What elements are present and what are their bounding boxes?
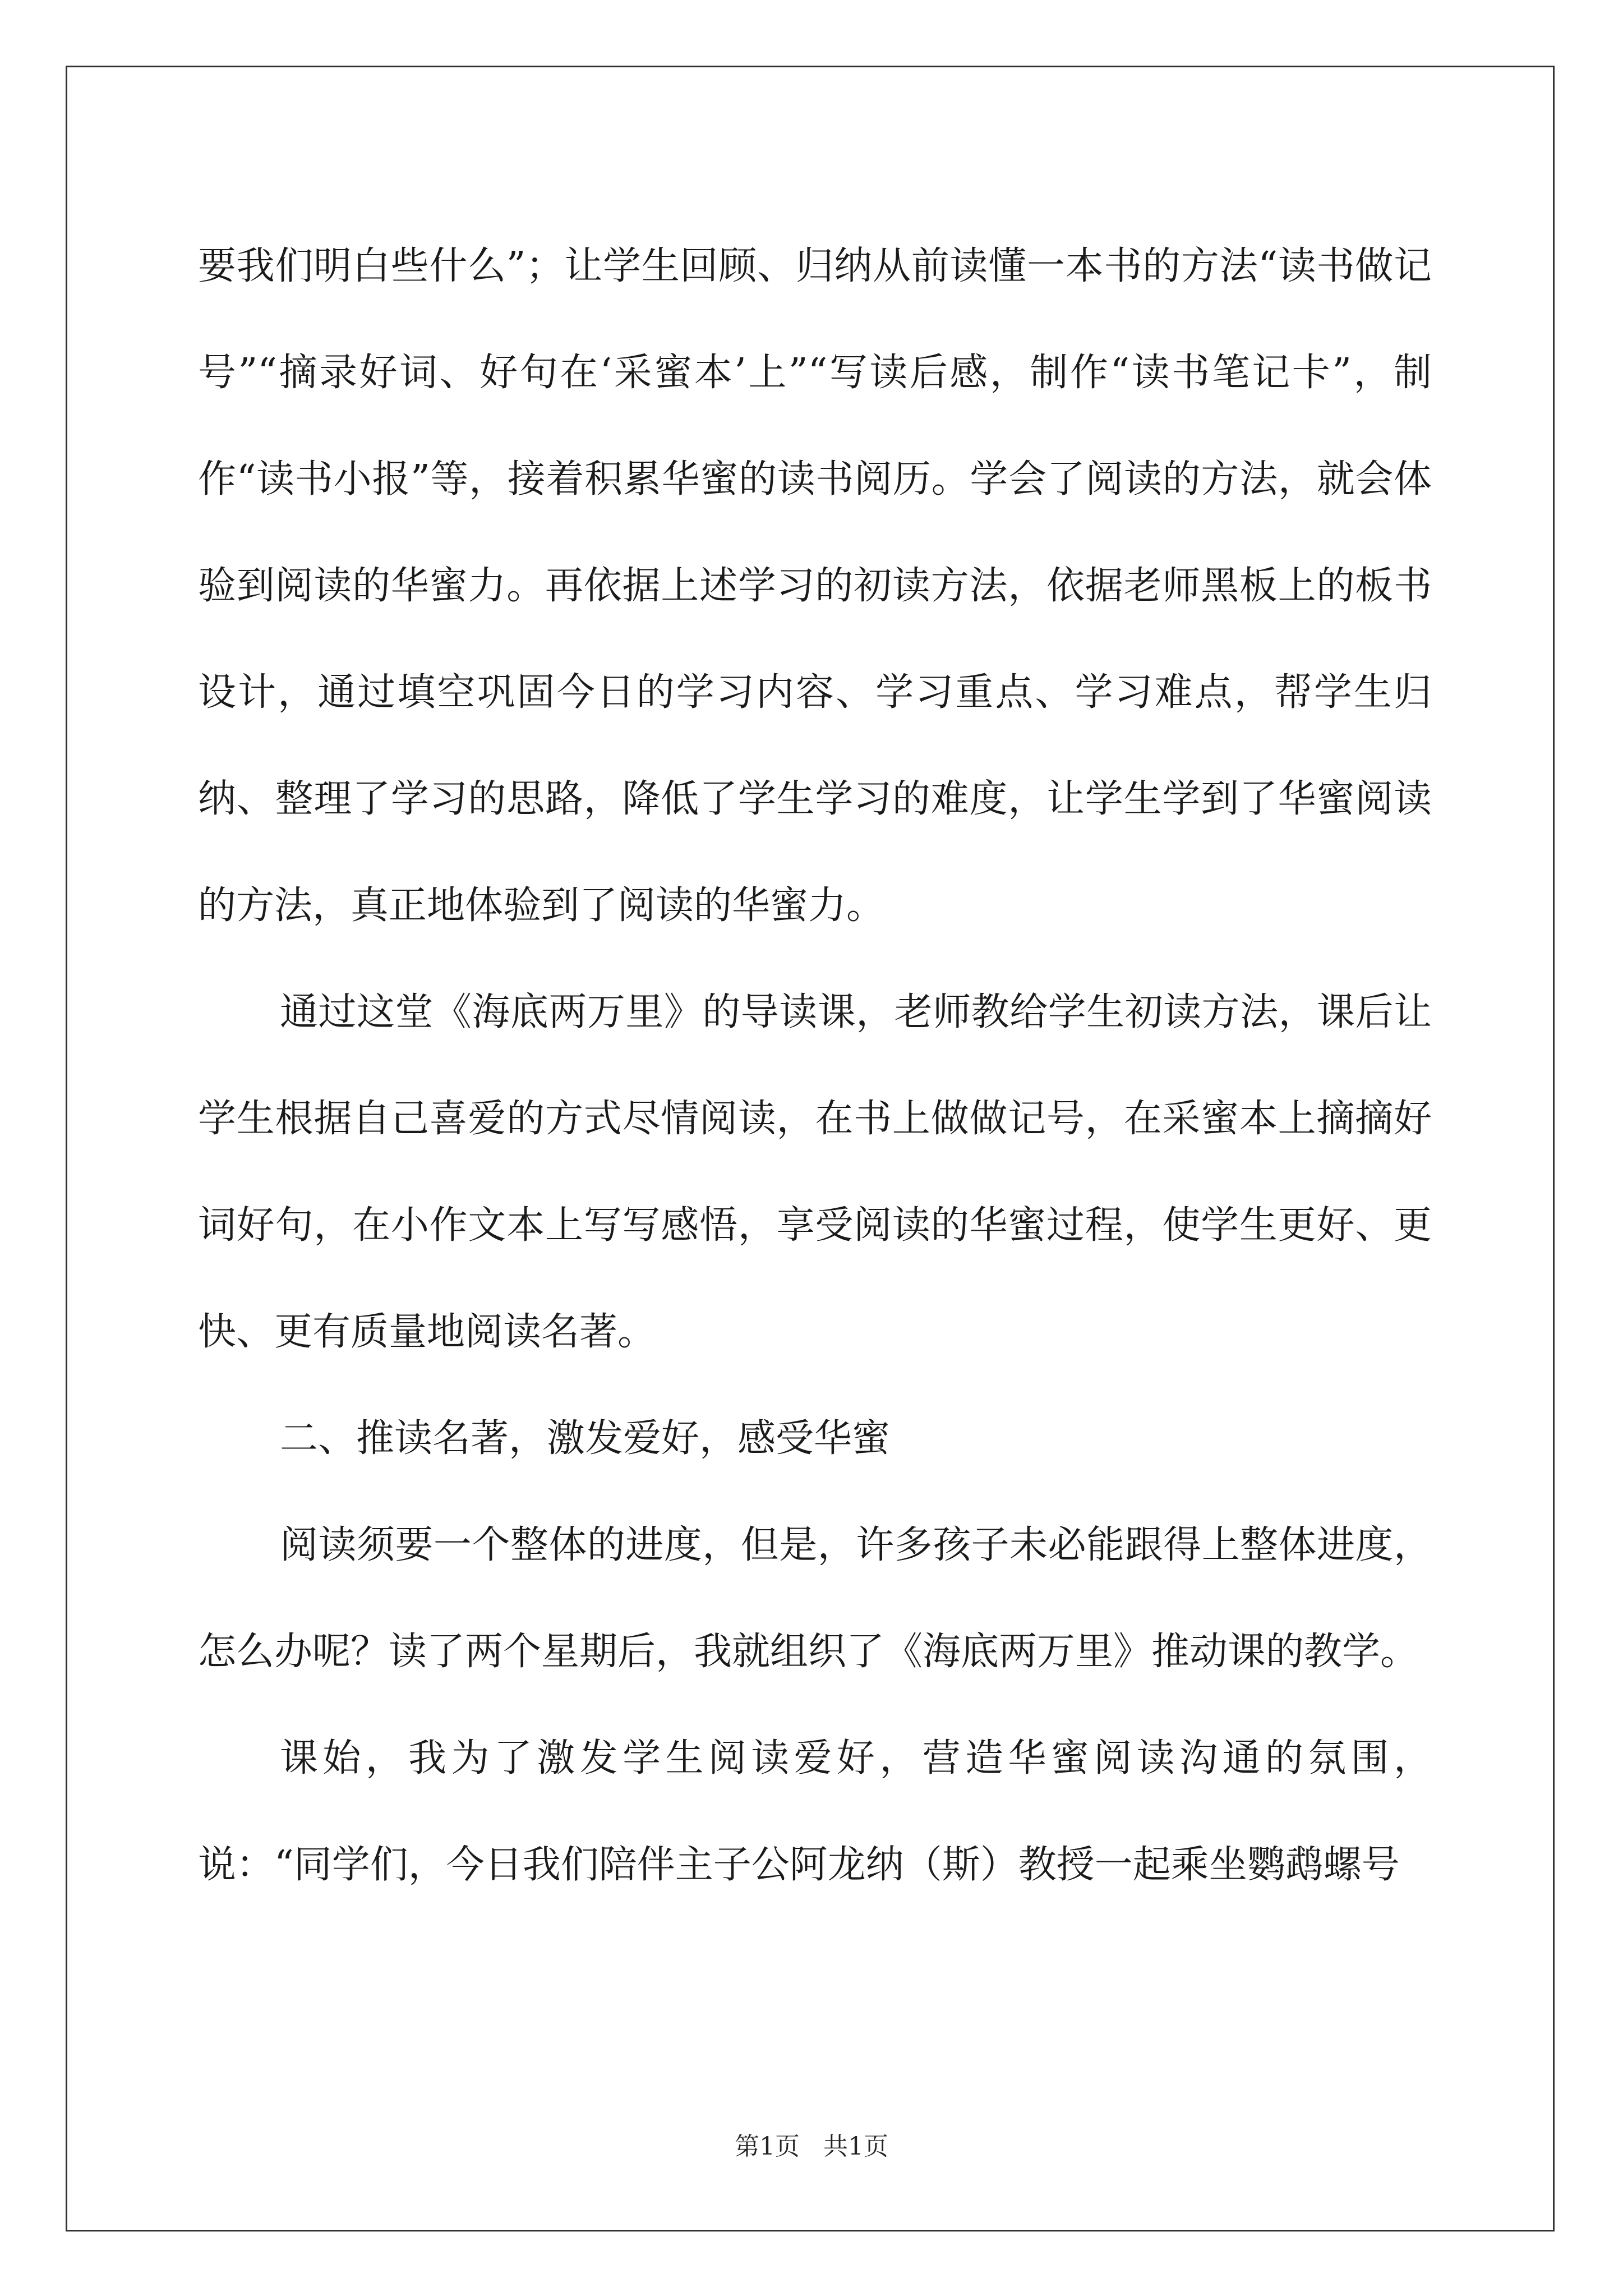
paragraph-2: 通过这堂《海底两万里》的导读课，老师教给学生初读方法，课后让学生根据自己喜爱的方式尽情阅读，在书上做做记号，在采蜜本上摘摘好词好句，在小作文本上写写感悟，享受阅读的华蜜过程，使学生更好、更快、更有质量地阅读名著。 xyxy=(198,990,1432,1354)
document-body xyxy=(198,213,1432,1918)
paragraph-1: 要我们明白些什么”；让学生回顾、归纳从前读懂一本书的方法“读书做记号”“摘录好词、好句在‘采蜜本’上”“写读后感，制作“读书笔记卡”，制作“读书小报”等，接着积累华蜜的读书阅历。学会了阅读的方法，就会体验到阅读的华蜜力。再依据上述学习的初读方法，依据老师黑板上的板书设计，通过填空巩固今日的学习内容、学习重点、学习难点，帮学生归纳、整理了学习的思路，降低了学生学习的难度，让学生学到了华蜜阅读的方法，真正地体验到了阅读的华蜜力。 xyxy=(198,244,1432,928)
page-footer: 第1页 共1页 xyxy=(735,2132,888,2161)
section-heading: 二、推读名著，激发爱好，感受华蜜 xyxy=(280,1416,891,1461)
paragraph-4: 课始，我为了激发学生阅读爱好，营造华蜜阅读沟通的氛围，说：“同学们，今日我们陪伴主子公阿龙纳（斯）教授一起乘坐鹦鹉螺号 xyxy=(198,1736,1432,1887)
paragraph-3: 阅读须要一个整体的进度，但是，许多孩子未必能跟得上整体进度，怎么办呢？读了两个星期后，我就组织了《海底两万里》推动课的教学。 xyxy=(198,1523,1432,1674)
